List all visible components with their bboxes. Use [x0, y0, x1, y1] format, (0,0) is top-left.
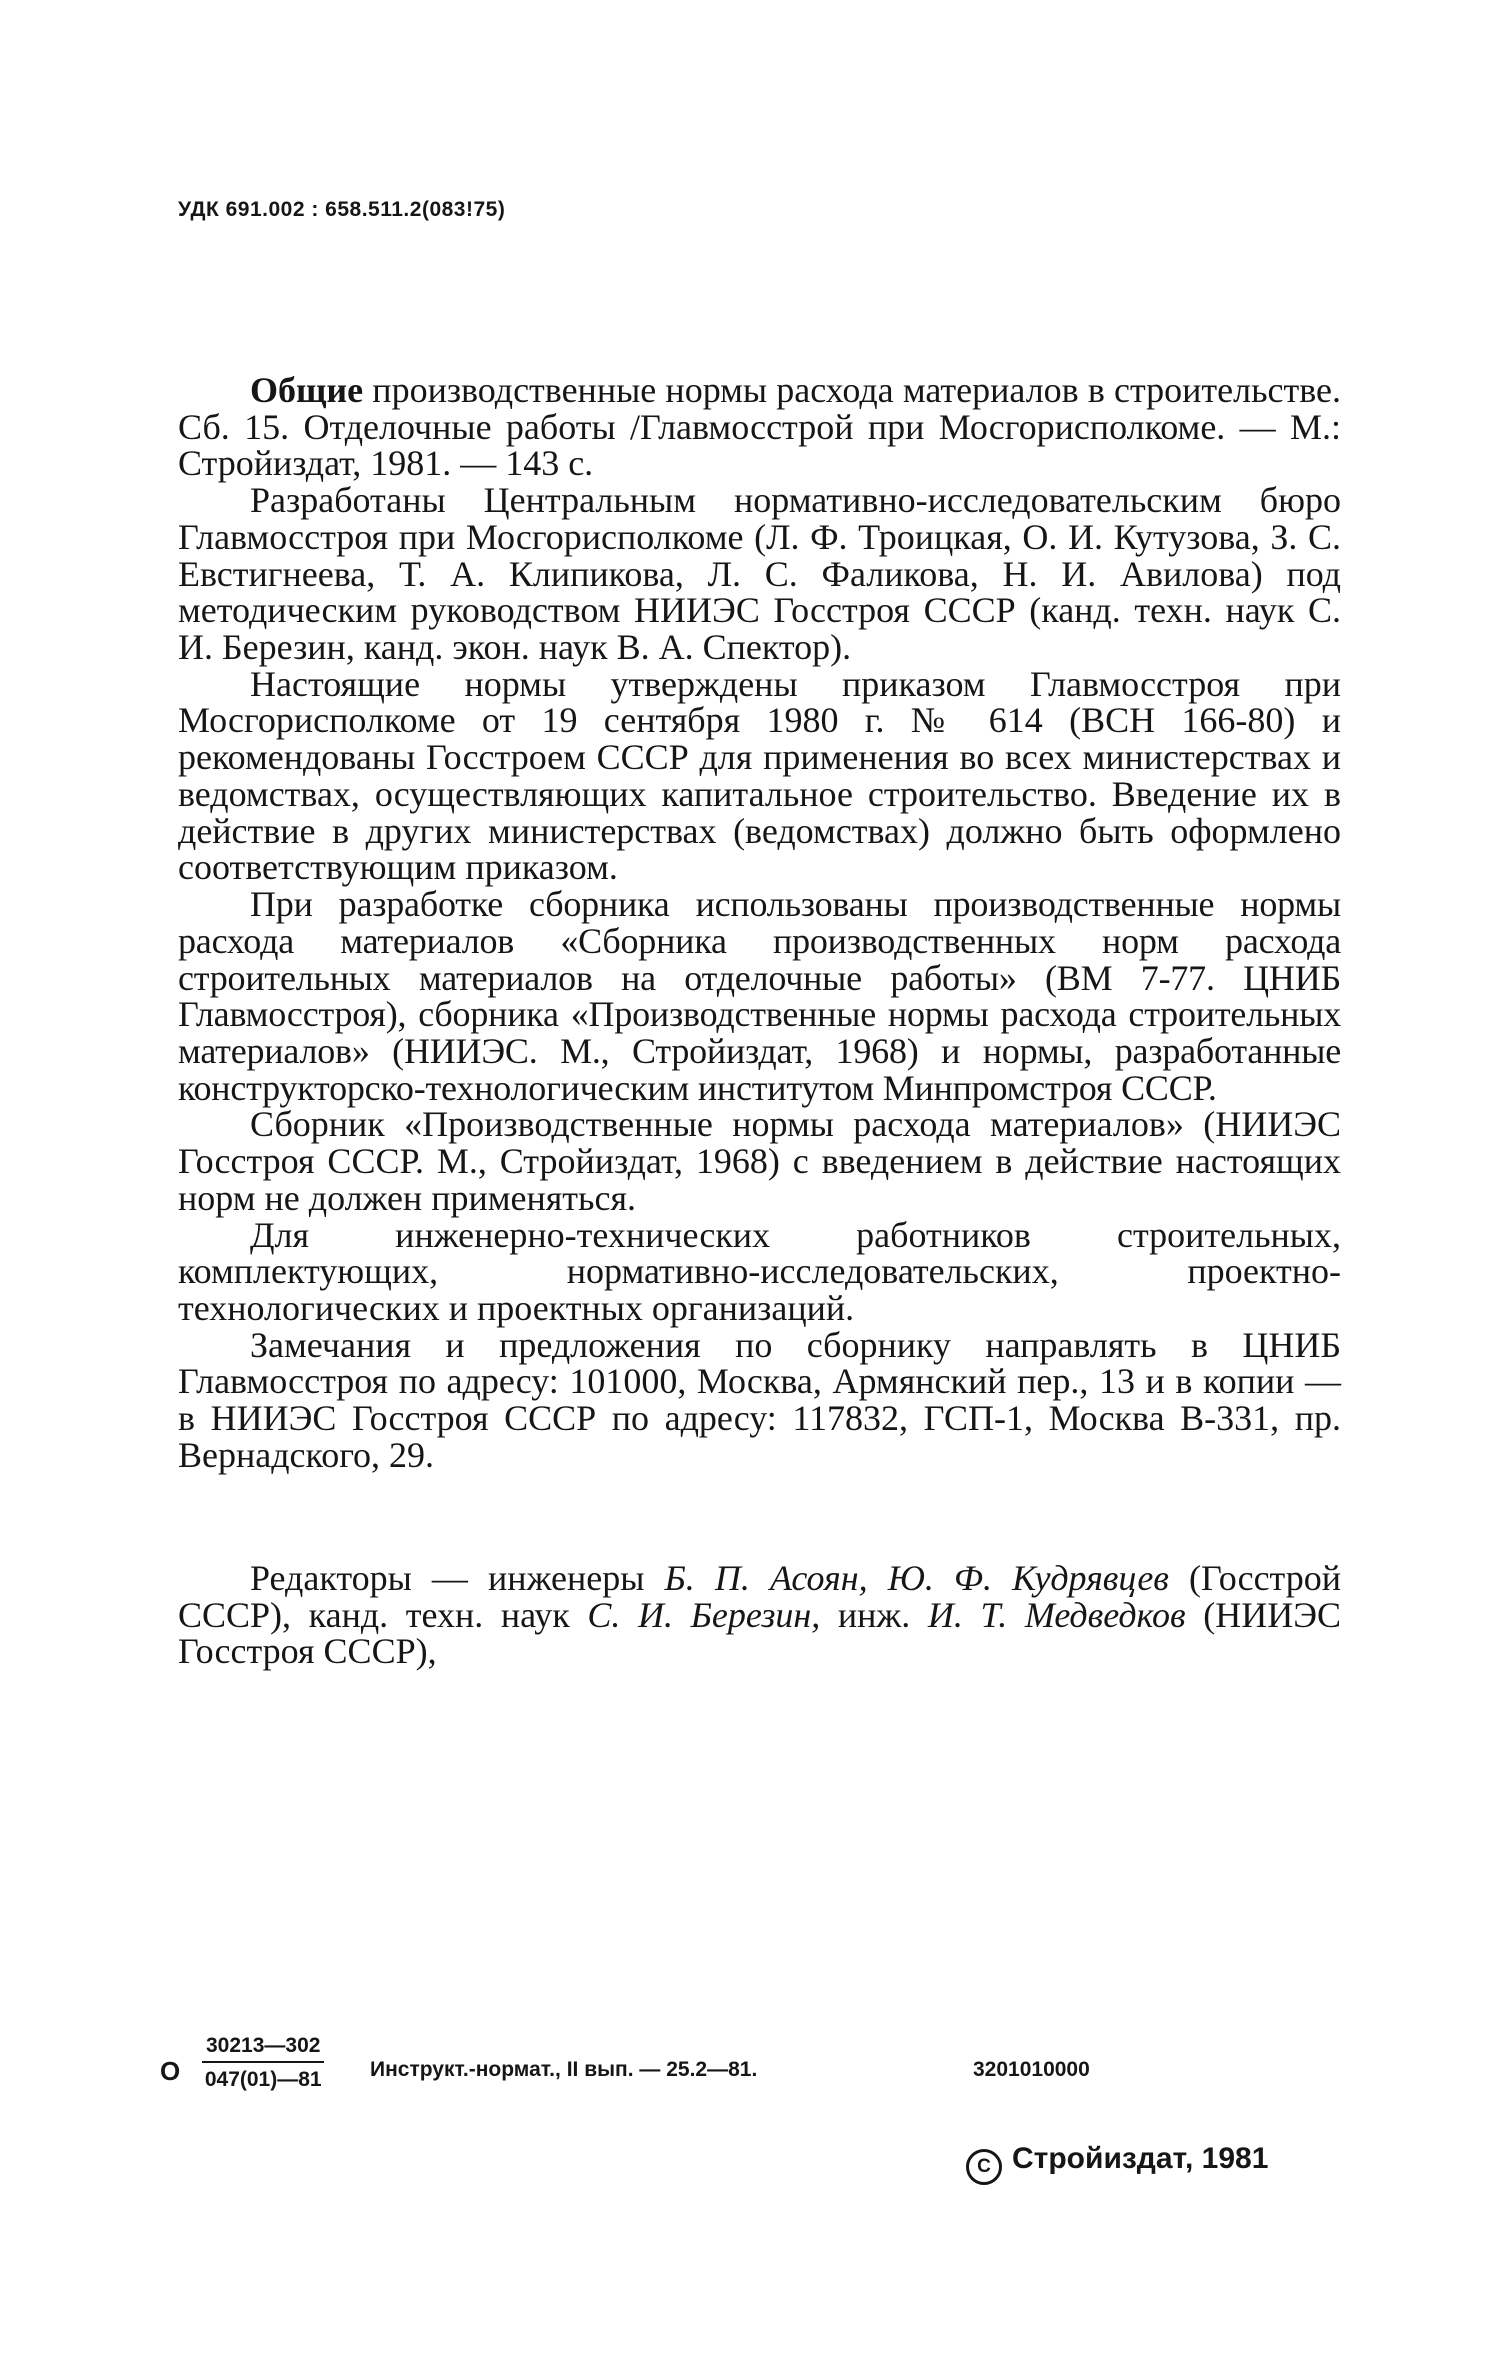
feedback-paragraph: Замечания и предложения по сборнику направлять в ЦНИБ Главмосстроя по адресу: 101000, Москва, Армянский пер., 13 и в копии — в НИИЭС Госстроя СССР по адресу: 117832, ГСП-1, Москва В-331, пр. Вернадского, 29. — [178, 1324, 1341, 1475]
editors-text-3: инж. — [820, 1594, 928, 1635]
imprint-fraction — [202, 2034, 324, 2092]
imprint-denominator: 047(01)—81 — [204, 2068, 322, 2091]
bibliographic-description — [178, 372, 1341, 482]
title-lead-word: Общие — [250, 370, 364, 410]
supersedes-paragraph: Сборник «Производственные нормы расхода материалов» (НИИЭС Госстроя СССР. М., Стройиздат, 1968) с введением в действие настоящих норм не должен применяться. — [178, 1104, 1341, 1218]
copyright-text: Стройиздат, 1981 — [1012, 2142, 1269, 2175]
bibliographic-text: производственные нормы расхода материалов в строительстве. Сб. 15. Отделочные работы /Главмосстрой при Мосгорисполкоме. — М.: Стройиздат, 1981. — 143 с. — [178, 370, 1341, 484]
editor-name-2: С. И. Березин, — [587, 1594, 821, 1635]
imprint-code: 3201010000 — [973, 2058, 1090, 2081]
editors-paragraph — [178, 1560, 1341, 1670]
imprint-details: Инструкт.-нормат., II вып. — 25.2—81. — [370, 2058, 758, 2081]
audience-paragraph: Для инженерно-технических работников строительных, комплектующих, нормативно-исследовательских, проектно-технологических и проектных организаций. — [178, 1214, 1341, 1328]
approval-paragraph: Настоящие нормы утверждены приказом Главмосстроя при Мосгорисполкоме от 19 сентября 1980 г. № 614 (ВСН 166-80) и рекомендованы Госстроем СССР для применения во всех министерствах и ведомствах, осуществляющих капитальное строительство. Введение их в действие в других министерствах (ведомствах) должно быть оформлено соответствующим приказом. — [178, 663, 1341, 888]
editor-name-3: И. Т. Медведков — [927, 1594, 1186, 1635]
imprint-numerator: 30213—302 — [202, 2034, 324, 2063]
editors-block — [178, 1560, 1341, 1670]
editors-text-2: (Госстрой СССР), канд. техн. наук — [178, 1558, 1341, 1635]
sources-paragraph: При разработке сборника использованы производственные нормы расхода материалов «Сборника производственных норм расхода строительных материалов на отделочные работы» (ВМ 7-77. ЦНИБ Главмосстроя), сборника «Производственные нормы расхода строительных материалов» (НИИЭС. М., Стройиздат, 1968) и нормы, разработанные конструкторско-технологическим институтом Минпромстроя СССР. — [178, 884, 1341, 1108]
imprint-line — [160, 2034, 1360, 2114]
imprint-letter: О — [160, 2056, 181, 2086]
copyright-line — [966, 2142, 1268, 2185]
editor-names-1: Б. П. Асоян, Ю. Ф. Кудрявцев — [664, 1558, 1169, 1598]
udk-code: УДК 691.002 : 658.511.2(083!75) — [178, 198, 506, 221]
developers-paragraph: Разработаны Центральным нормативно-исследовательским бюро Главмосстроя при Мосгорисполкоме (Л. Ф. Троицкая, О. И. Кутузова, З. С. Евстигнеева, Т. А. Клипикова, Л. С. Фаликова, Н. И. Авилова) под методическим руководством НИИЭС Госстроя СССР (канд. техн. наук С. И. Березин, канд. экон. наук В. А. Спектор). — [178, 480, 1341, 668]
copyright-icon: С — [966, 2149, 1002, 2185]
annotation-block — [178, 372, 1341, 1474]
editors-text-4: (НИИЭС Госстроя СССР), — [178, 1594, 1342, 1672]
editors-text-1: Редакторы — инженеры — [250, 1558, 665, 1598]
